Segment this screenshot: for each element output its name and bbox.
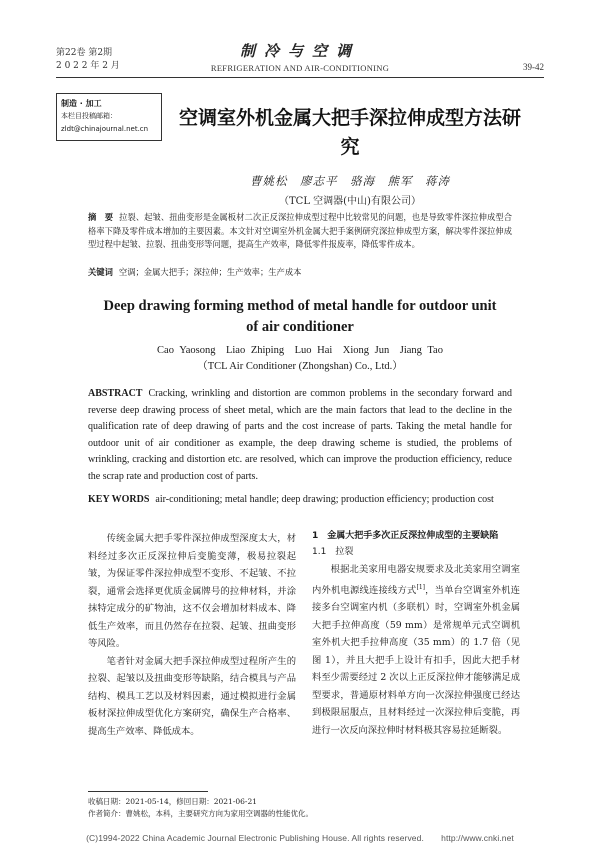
header-rule	[56, 77, 544, 78]
journal-name-en: REFRIGERATION AND AIR-CONDITIONING	[210, 63, 390, 73]
column-email[interactable]: zldt@chinajournal.net.cn	[61, 125, 149, 133]
footnote-rule	[88, 791, 208, 792]
section-1-1-paragraph	[312, 561, 520, 739]
footnote-received: 收稿日期：2021-05-14，修回日期：2021-06-21	[88, 797, 257, 806]
header-date: 2 0 2 2 年 2 月	[56, 61, 120, 71]
keywords-zh-label: 关键词	[88, 267, 113, 277]
body-column-right	[312, 528, 520, 739]
authors-zh: 曹姚松 廖志平 骆海 熊军 蒋涛	[250, 174, 450, 188]
citation-ref[interactable]: [1]	[416, 583, 425, 591]
authors-en: Cao Yaosong Liao Zhiping Luo Hai Xiong Jun Jiang Tao	[157, 345, 443, 356]
column-box	[56, 93, 162, 141]
copyright-line: (C)1994-2022 China Academic Journal Electronic Publishing House. All rights reserved. http://www.cnki.net	[86, 833, 514, 843]
header-issue	[56, 47, 120, 73]
affiliation-zh: （TCL 空调器(中山)有限公司）	[279, 196, 421, 207]
paragraph-text-b: ，当单台空调室外机连接多台空调室内机（多联机）时，空调室外机金属大把手拉伸高度（59 mm）是常规单元式空调机室外机大把手拉伸高度（35 mm）的 1.7 倍（见图 1），并且大把手上设计有扣手，因此大把手材料至少需要经过 2 次以上正反深拉伸才能够满足成型要求，普通原材料单方向一次深拉伸强度已经达到极限屈服点，且材料经过一次深拉伸后变脆，再进行一次反向深拉伸时材料极其容易拉延断裂。	[312, 584, 520, 736]
journal-logo: 制冷与空调	[239, 42, 360, 60]
footnote-author: 作者简介：曹姚松，本科，主要研究方向为家用空调器的性能优化。	[88, 809, 313, 818]
keywords-en	[88, 492, 512, 508]
keywords-en-label: KEY WORDS	[88, 494, 150, 505]
abstract-en	[88, 386, 512, 485]
paragraph-text-a: 根据北美家用电器安规要求及北美家用空调室内外机电源线连接线方式	[312, 564, 520, 596]
section-heading-1: 1 金属大把手多次正反深拉伸成型的主要缺陷	[312, 531, 499, 541]
subsection-heading-1-1: 1.1 拉裂	[312, 547, 354, 557]
abstract-en-text: Cracking, wrinkling and distortion are common problems in the secondary forward and reverse deep drawing process of sheet metal, which are the main factors that lead to the decline in the qualification rate of deep drawing of parts and the cost increase of parts. Taking the metal handle for outdoor unit of air conditioner as example, the deep drawing scheme is studied, the problems of wrinkling, cracking and distortion etc. are resolved, which can improve the production efficiency, reduce the scrap rate and production cost of parts.	[88, 388, 512, 482]
abstract-zh-label: 摘 要	[88, 212, 114, 222]
column-submission-label: 本栏目投稿邮箱：	[61, 112, 117, 120]
header-pages: 39-42	[523, 62, 544, 72]
article-title-zh: 空调室外机金属大把手深拉伸成型方法研究	[178, 107, 521, 158]
body-column-left	[88, 530, 296, 740]
keywords-zh	[88, 266, 512, 279]
keywords-en-text: air-conditioning; metal handle; deep drawing; production efficiency; production cost	[155, 494, 494, 505]
affiliation-en: （TCL Air Conditioner (Zhongshan) Co., Ltd.）	[197, 361, 403, 372]
header-journal	[200, 40, 400, 73]
intro-paragraph-1: 传统金属大把手零件深拉伸成型深度太大，材料经过多次正反深拉伸后变脆变薄，极易拉裂起皱，为保证零件深拉伸成型不变形、不起皱、不拉裂，通常会选择更优质金属牌号的拉伸材料，并涂抹特定成分的矿物油，这不仅会增加材料成本、降低生产效率，而且仍然存在拉裂、起皱、扭曲变形等风险。	[88, 533, 296, 649]
abstract-zh-text: 拉裂、起皱、扭曲变形是金属板材二次正反深拉伸成型过程中比较常见的问题，也是导致零件深拉伸成型合格率下降及零件成本增加的主要因素。本文针对空调室外机金属大把手案例研究深拉伸成型方案，解决零件深拉伸成型过程中起皱、拉裂、扭曲变形等问题，提高生产效率，降低零件报废率，降低零件成本。	[88, 212, 512, 249]
header-volume: 第22卷 第2期	[56, 48, 113, 58]
intro-paragraph-2: 笔者针对金属大把手深拉伸成型过程所产生的拉裂、起皱以及扭曲变形等缺陷，结合模具与产品结构、模具工艺以及材料因素，通过模拟进行金属板材深拉伸成型优化方案研究，确保生产合格率、提高生产效率、降低成本。	[88, 655, 296, 737]
abstract-en-label: ABSTRACT	[88, 388, 143, 399]
keywords-zh-text: 空调；金属大把手；深拉伸；生产效率；生产成本	[118, 267, 302, 277]
abstract-zh	[88, 211, 512, 252]
article-title-en: Deep drawing forming method of metal handle for outdoor unit of air conditioner	[103, 298, 497, 335]
column-category: 制造 · 加工	[61, 99, 102, 108]
